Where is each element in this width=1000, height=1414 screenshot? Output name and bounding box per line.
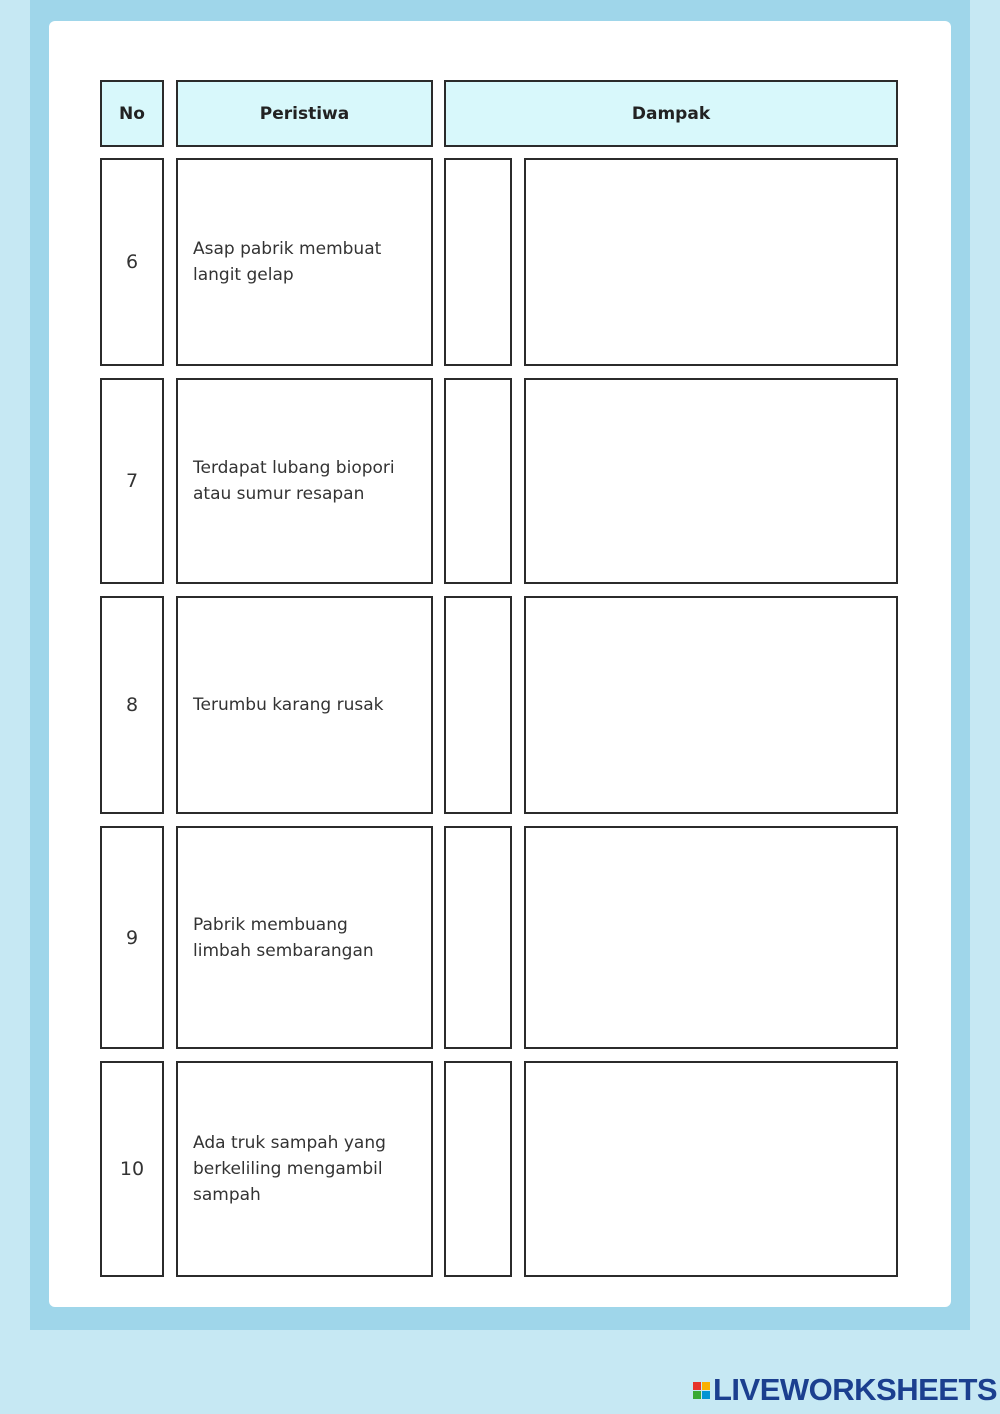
liveworksheets-logo[interactable] [693,1373,997,1407]
peristiwa-cell [176,1061,433,1277]
peristiwa-line: sampah [193,1185,261,1205]
logo-square [702,1391,710,1399]
peristiwa-text [193,236,381,288]
row-number-cell [100,1061,164,1277]
header-peristiwa [176,80,433,147]
header-dampak [444,80,898,147]
row-number: 10 [119,1158,145,1180]
logo-square [693,1382,701,1390]
dampak-small-answer-box[interactable] [444,158,512,366]
dampak-small-answer-box[interactable] [444,826,512,1049]
peristiwa-cell [176,826,433,1049]
peristiwa-line: Terumbu karang rusak [193,695,384,715]
logo-square [702,1382,710,1390]
peristiwa-line: Asap pabrik membuat [193,239,382,259]
peristiwa-line: Pabrik membuang [193,914,348,935]
peristiwa-line: langit gelap [193,265,294,285]
logo-text: LIVEWORKSHEETS [713,1372,998,1407]
peristiwa-text [193,1130,386,1208]
dampak-answer-box[interactable] [524,1061,898,1277]
row-number: 9 [125,926,139,949]
liveworksheets-logo-icon [693,1382,710,1399]
header-no-label: No [119,103,145,124]
peristiwa-line: Terdapat lubang biopori [193,458,395,478]
header-peristiwa-label: Peristiwa [259,103,350,124]
dampak-small-answer-box[interactable] [444,378,512,584]
header-dampak-label: Dampak [631,103,711,124]
peristiwa-cell [176,378,433,584]
peristiwa-cell [176,596,433,814]
row-number-cell [100,378,164,584]
peristiwa-text [193,912,374,964]
peristiwa-line: berkeliling mengambil [193,1159,383,1179]
row-number: 7 [125,470,139,492]
row-number-cell [100,596,164,814]
dampak-answer-box[interactable] [524,158,898,366]
row-number: 6 [125,251,139,273]
logo-square [693,1391,701,1399]
dampak-small-answer-box[interactable] [444,1061,512,1277]
row-number-cell [100,826,164,1049]
header-no [100,80,164,147]
peristiwa-line: Ada truk sampah yang [193,1133,386,1153]
dampak-small-answer-box[interactable] [444,596,512,814]
dampak-answer-box[interactable] [524,826,898,1049]
peristiwa-line: atau sumur resapan [193,484,365,504]
dampak-answer-box[interactable] [524,596,898,814]
peristiwa-text [193,692,383,718]
row-number: 8 [125,694,139,716]
peristiwa-text [193,455,395,507]
peristiwa-cell [176,158,433,366]
peristiwa-line: limbah sembarangan [193,940,374,961]
dampak-answer-box[interactable] [524,378,898,584]
row-number-cell [100,158,164,366]
